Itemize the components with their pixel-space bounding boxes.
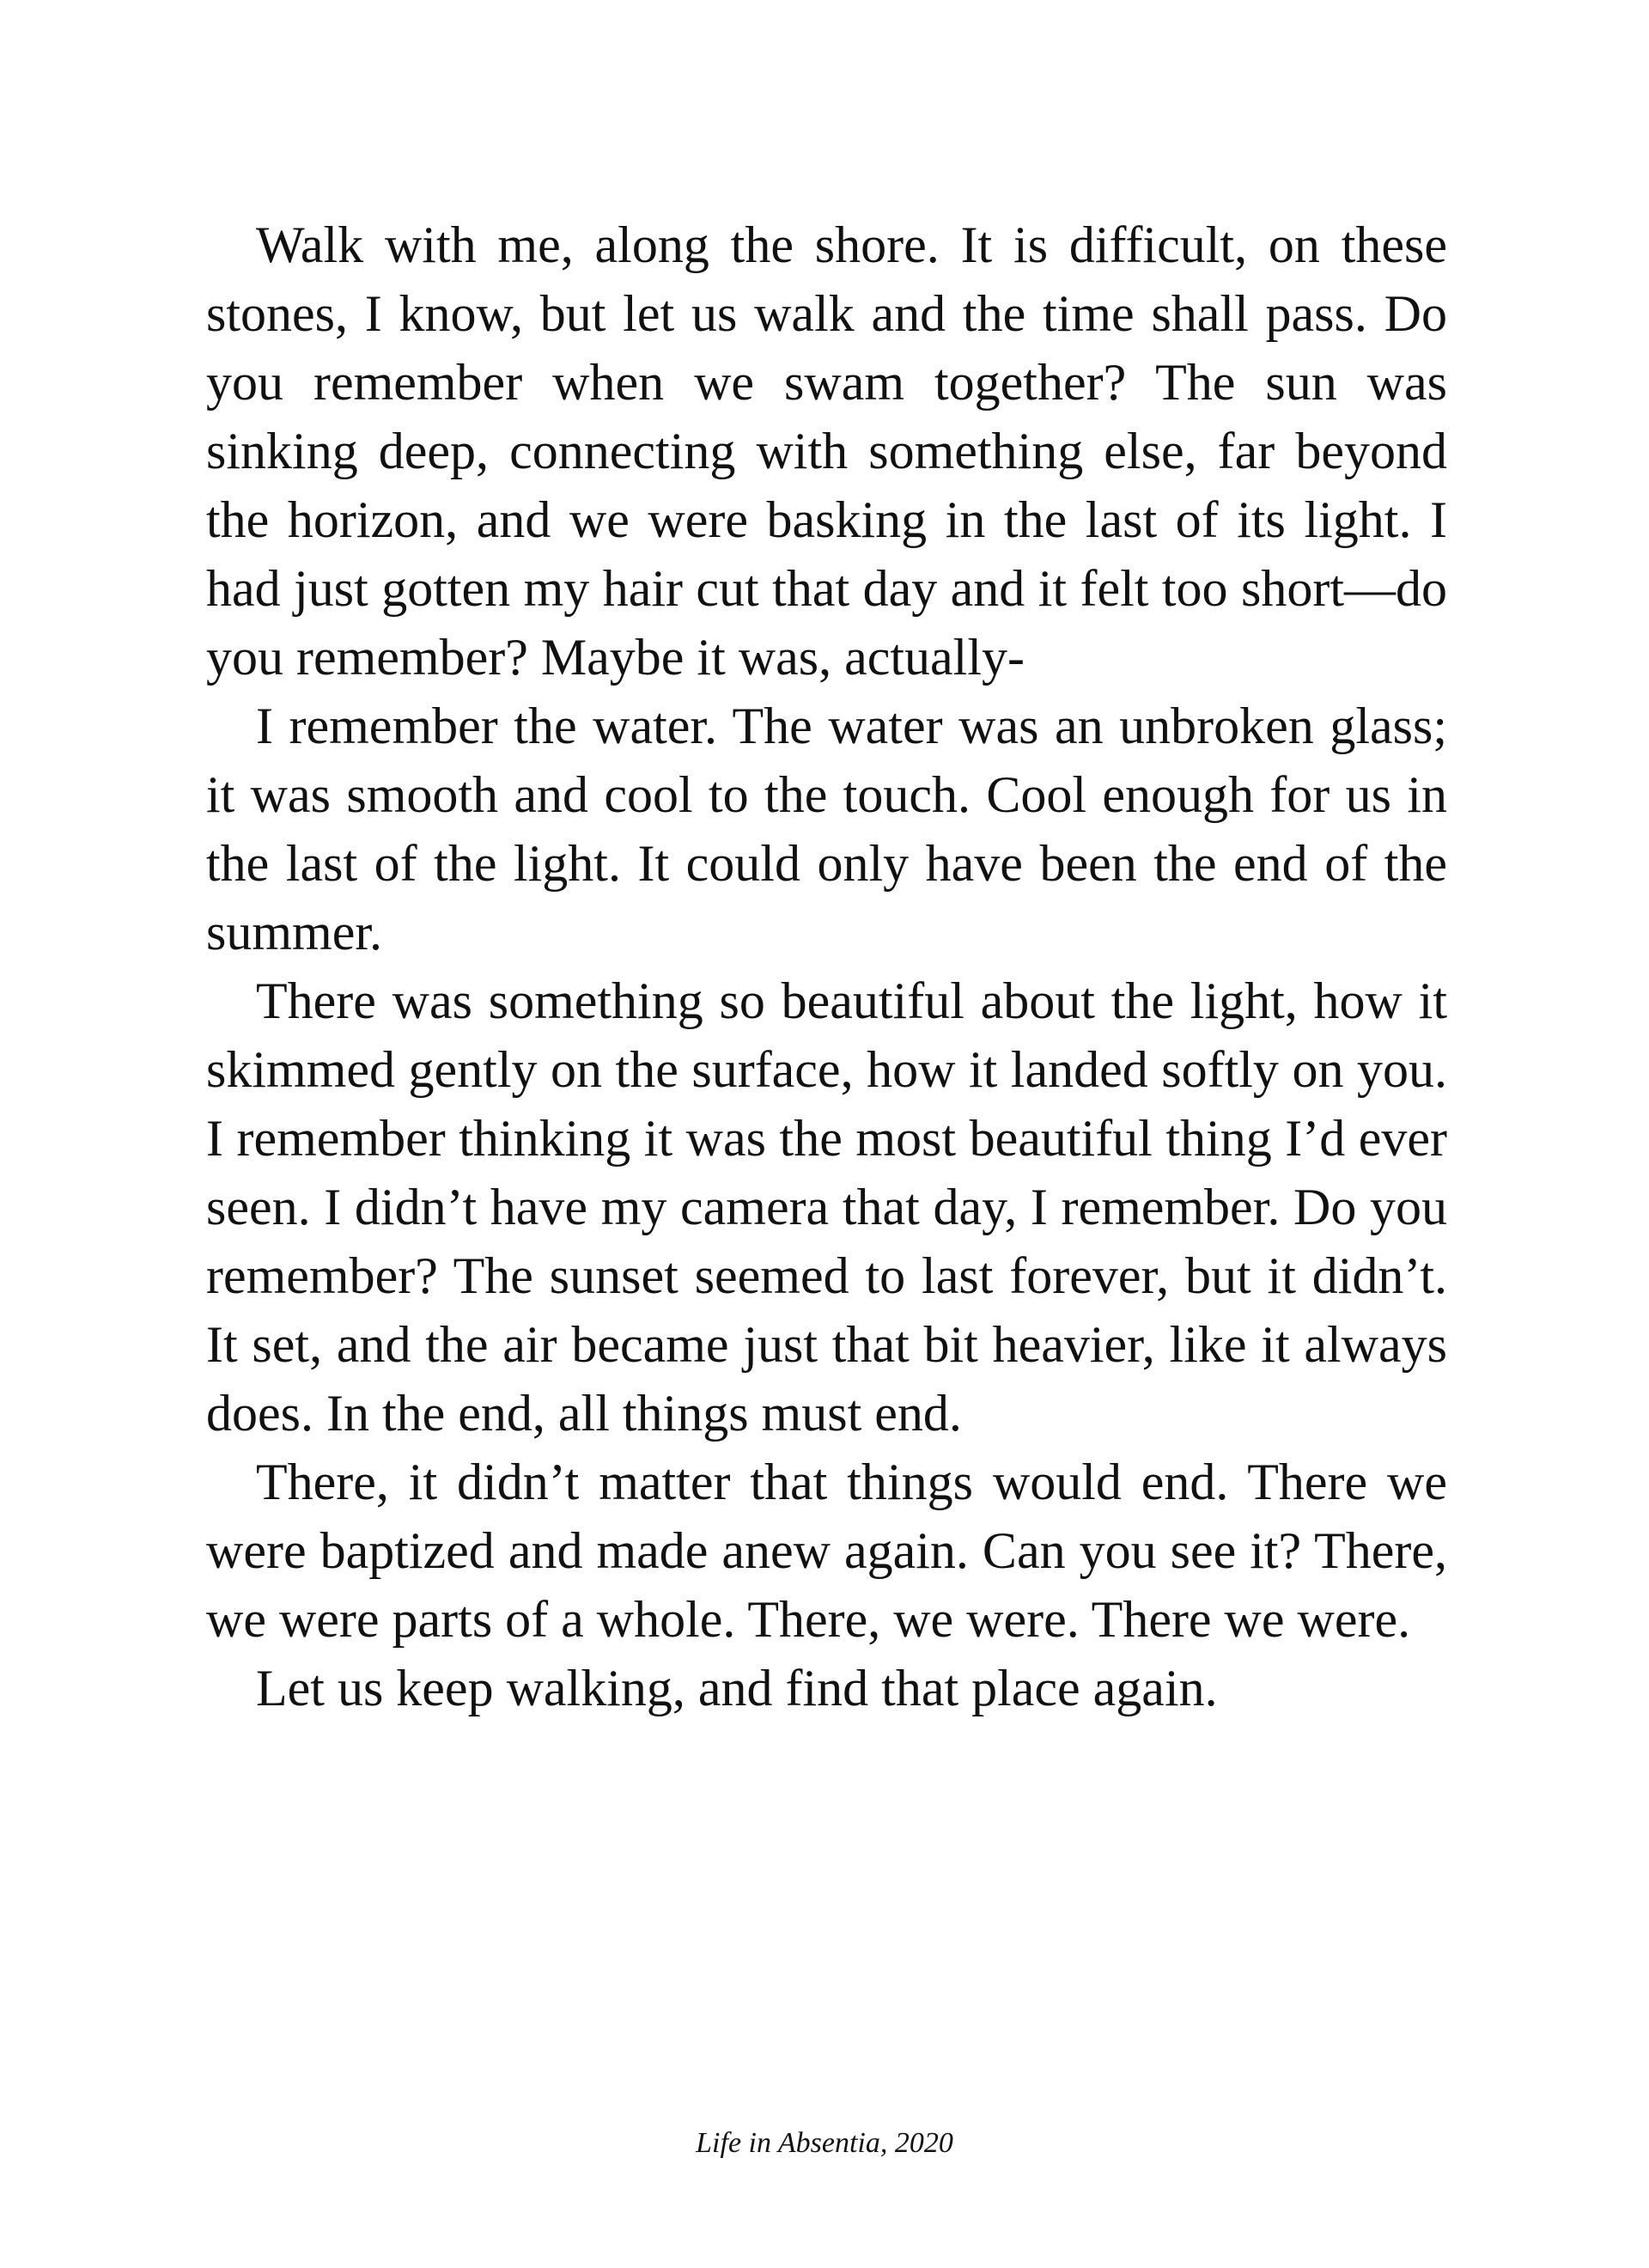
paragraph-1: Walk with me, along the shore. It is difficult, on these stones, I know, but let us walk and the time shall pass. Do you remember when we swam together? The sun was sinking deep, connecting with something else, far beyond the horizon, and we were basking in the last of its light. I had just gotten my hair cut that day and it felt too short—do you remember? Maybe it was, actually- bbox=[206, 216, 1447, 686]
paragraph-5: Let us keep walking, and find that place again. bbox=[256, 1660, 1218, 1716]
body-text bbox=[206, 210, 1447, 1722]
paragraph-4: There, it didn’t matter that things would end. There we were baptized and made anew again. Can you see it? There, we were parts of a whole. There, we were. There we were. bbox=[206, 1454, 1447, 1648]
paragraph-2: I remember the water. The water was an unbroken glass; it was smooth and cool to the touch. Cool enough for us in the last of the light. It could only have been the end of the summer. bbox=[206, 698, 1447, 960]
paragraph-3: There was something so beautiful about the light, how it skimmed gently on the surface, how it landed softly on you. I remember thinking it was the most beautiful thing I’d ever seen. I didn’t have my camera that day, I remember. Do you remember? The sunset seemed to last forever, but it didn’t. It set, and the air became just that bit heavier, like it always does. In the end, all things must end. bbox=[206, 972, 1447, 1442]
footer-caption: Life in Absentia, 2020 bbox=[696, 2127, 953, 2159]
